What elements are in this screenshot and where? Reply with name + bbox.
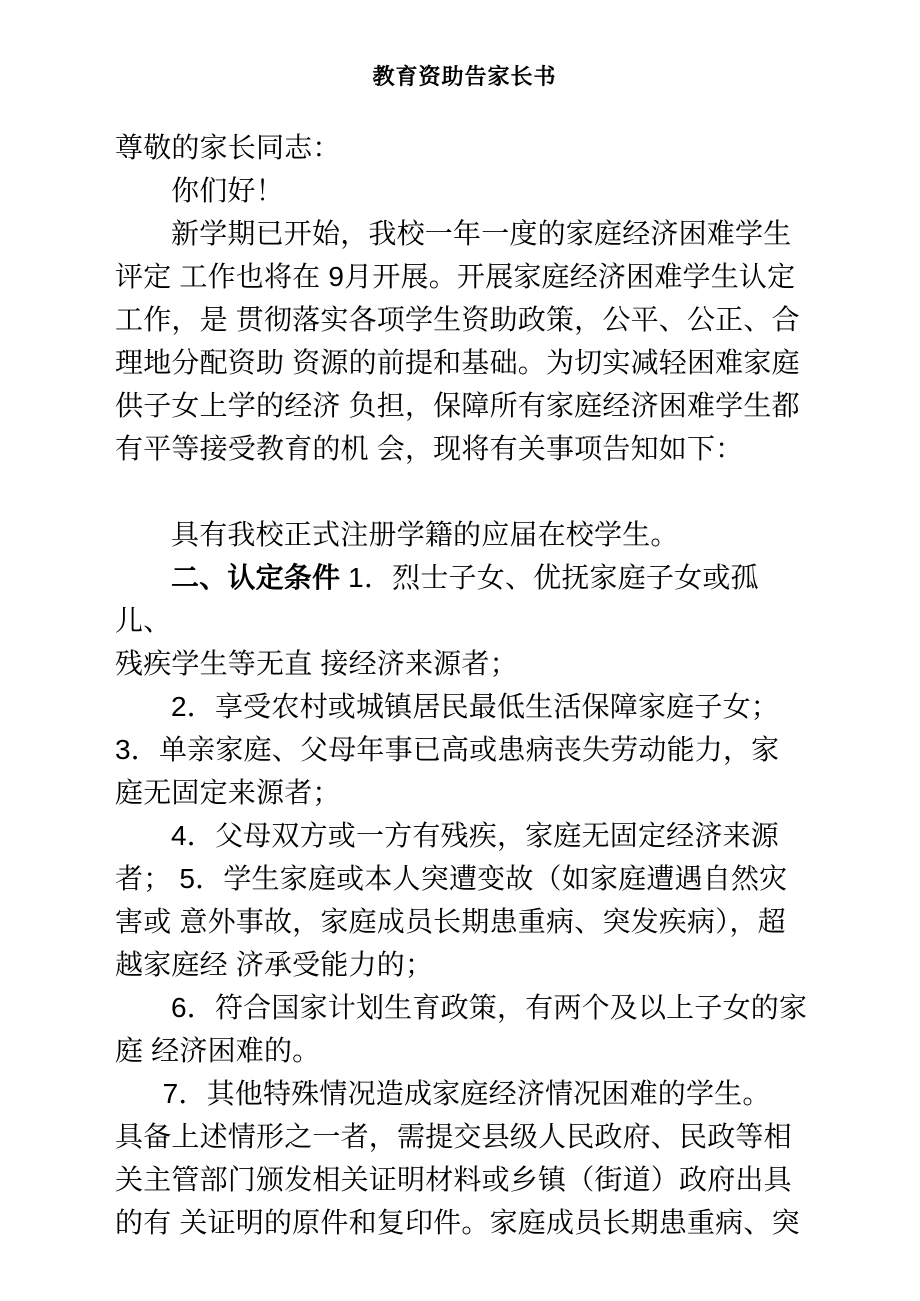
document-title: 教育资助告家长书 [372, 64, 557, 89]
text-line: 供子女上学的经济 负担，保障所有家庭经济困难学生都 [115, 390, 800, 421]
blank-line [115, 470, 814, 513]
text-line: 庭无固定来源者； [115, 777, 341, 808]
text-line: 残疾学生等无直 接经济来源者； [115, 648, 518, 679]
text-line: 害或 意外事故，家庭成员长期患重病、突发疾病），超 [115, 906, 786, 937]
text-line: 者； 5．学生家庭或本人突遭变故（如家庭遭遇自然灾 [115, 863, 788, 894]
text-line: 3．单亲家庭、父母年事已高或患病丧失劳动能力，家 [115, 734, 780, 765]
text-line: 尊敬的家长同志： [115, 132, 341, 163]
text-line: 6．符合国家计划生育政策，有两个及以上子女的家 [171, 992, 808, 1023]
text-line: 关主管部门颁发相关证明材料或乡镇（街道）政府出具 [115, 1164, 792, 1195]
text-line: 的有 关证明的原件和复印件。家庭成员长期患重病、突 [115, 1207, 800, 1238]
text-line: 有平等接受教育的机 会，现将有关事项告知如下： [115, 433, 744, 464]
text-line: 具备上述情形之一者，需提交县级人民政府、民政等相 [115, 1121, 792, 1152]
text-line: 越家庭经 济承受能力的； [115, 949, 434, 980]
text-line: 你们好！ [171, 175, 284, 206]
text-line: 具有我校正式注册学籍的应届在校学生。 [171, 519, 679, 550]
section-heading: 二、认定条件 [171, 562, 341, 593]
text-line [115, 556, 814, 642]
text-segment: 1．烈士子女、优抚家庭子女或孤儿、 [115, 562, 759, 636]
text-line: 评定 工作也将在 9月开展。开展家庭经济困难学生认定 [115, 261, 796, 292]
text-line: 4．父母双方或一方有残疾，家庭无固定经济来源 [171, 820, 779, 851]
text-line: 2．享受农村或城镇居民最低生活保障家庭子女； [171, 691, 779, 722]
text-line: 理地分配资助 资源的前提和基础。为切实减轻困难家庭 [115, 347, 800, 378]
text-line: 7．其他特殊情况造成家庭经济情况困难的学生。 [162, 1078, 771, 1109]
text-line: 工作，是 贯彻落实各项学生资助政策，公平、公正、合 [115, 304, 800, 335]
text-line: 庭 经济困难的。 [115, 1035, 321, 1066]
text-line: 新学期已开始，我校一年一度的家庭经济困难学生 [171, 218, 792, 249]
